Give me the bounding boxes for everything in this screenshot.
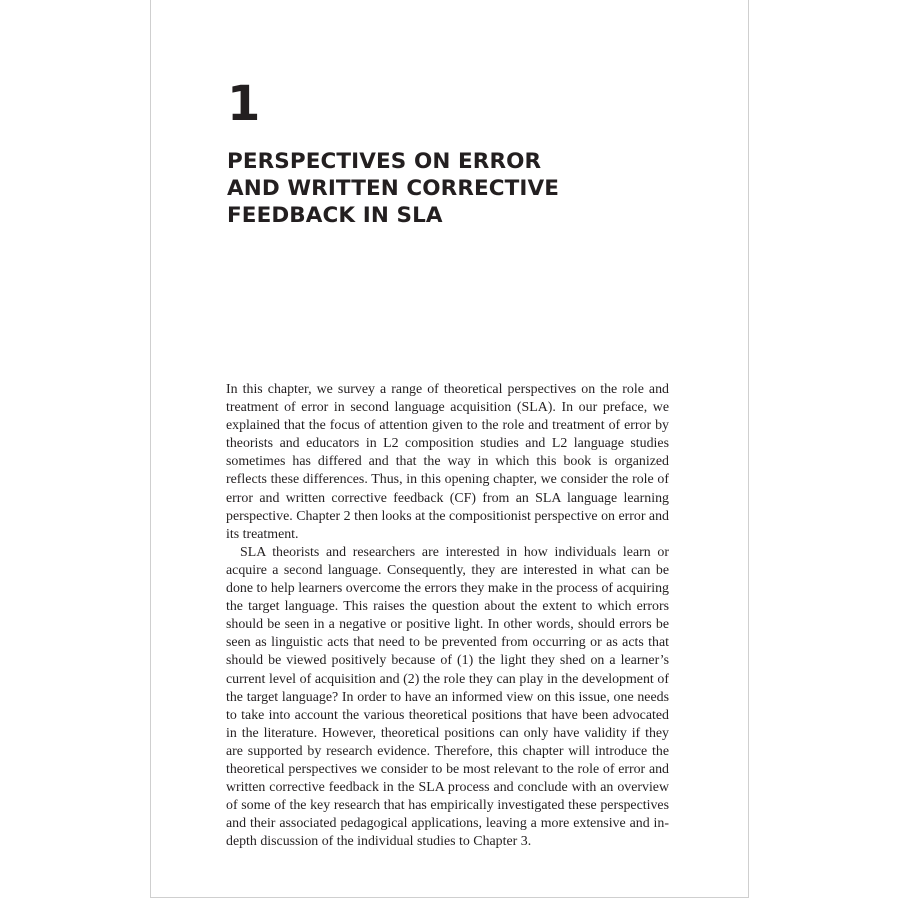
chapter-title-line: AND WRITTEN CORRECTIVE	[227, 176, 560, 201]
chapter-title	[227, 148, 687, 229]
chapter-body	[226, 381, 669, 851]
chapter-title-line: PERSPECTIVES ON ERROR	[227, 149, 542, 174]
paragraph: SLA theorists and researchers are interested in how individuals learn or acquire a second language. Consequently, they are interested in what can be done to help learners overcome the errors they make in the process of acquiring the target language. This raises the question about the extent to which errors should be seen in a negative or positive light. In other words, should errors be seen as linguistic acts that need to be prevented from occurring or as acts that should be viewed positively because of (1) the light they shed on a learner’s current level of acquisition and (2) the role they can play in the development of the target language? In order to have an informed view on this issue, one needs to take into account the various theoretical positions that have been advocated in the literature. However, theoretical positions can only have validity if they are supported by research evidence. Therefore, this chapter will introduce the theoretical perspectives we consider to be most relevant to the role of error and written corrective feedback in the SLA process and conclude with an overview of some of the key research that has empirically investigated these perspectives and their associated pedagogical applications, leaving a more extensive and in-depth discussion of the individual studies to Chapter 3.	[226, 544, 669, 850]
chapter-title-line: FEEDBACK IN SLA	[227, 203, 443, 228]
chapter-number: 1	[227, 76, 261, 132]
book-page	[150, 0, 749, 898]
paragraph: In this chapter, we survey a range of theoretical perspectives on the role and treatment of error in second language acquisition (SLA). In our preface, we explained that the focus of attention given to the role and treatment of error by theorists and educators in L2 composition studies and L2 language studies sometimes has differed and that the way in which this book is organized reflects these differences. Thus, in this opening chapter, we consider the role of error and written corrective feedback (CF) from an SLA language learning perspective. Chapter 2 then looks at the compositionist perspective on error and its treatment.	[226, 382, 669, 542]
